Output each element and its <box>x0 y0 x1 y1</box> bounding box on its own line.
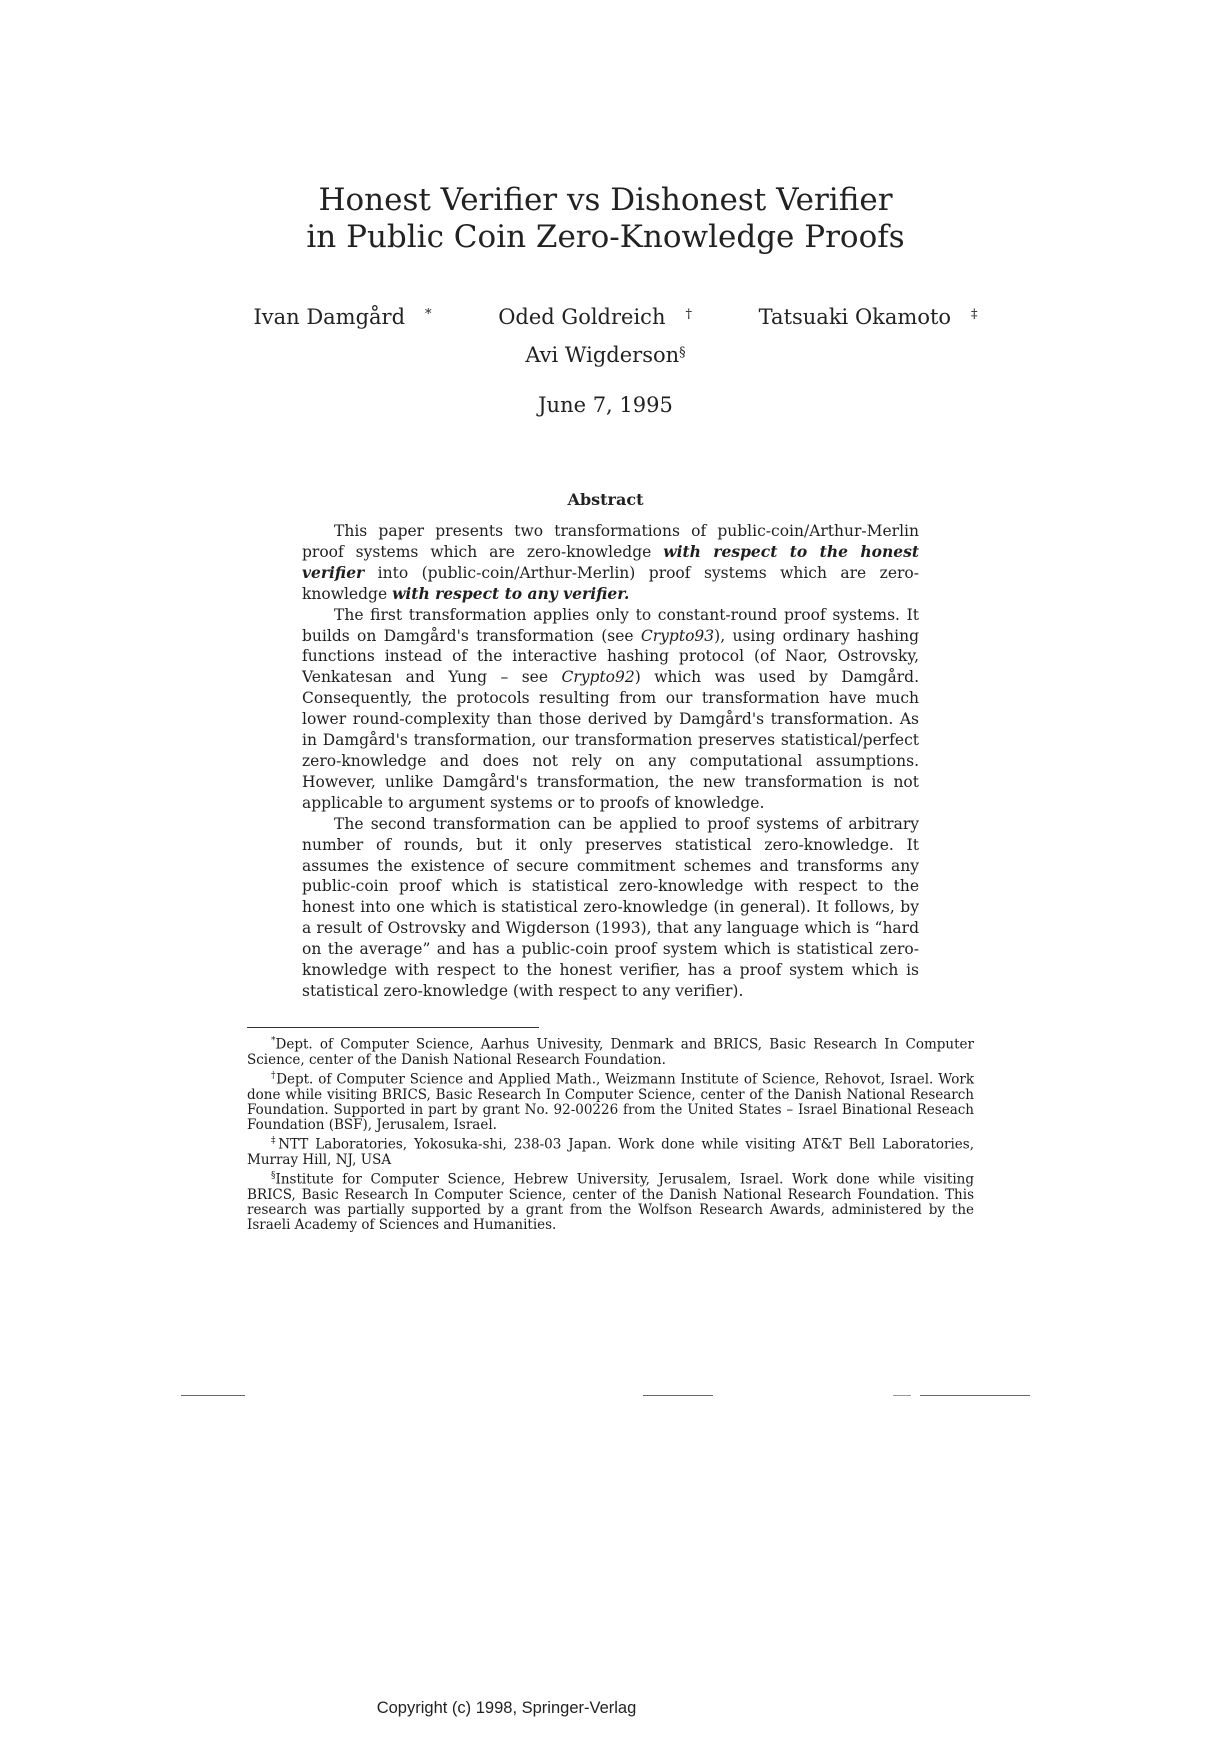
paper-title <box>0 182 1211 256</box>
author-damgard: Ivan Damgård * <box>253 305 432 329</box>
copyright-notice: Copyright (c) 1998, Springer-Verlag <box>376 1699 637 1717</box>
abstract-body <box>302 521 919 1002</box>
abstract-heading: Abstract <box>567 490 644 509</box>
abstract-paragraph-1: This paper presents two transformations of public-coin/Arthur-Merlin proof systems which are zero-knowledge with respect to the honest verifier into (public-coin/Arthur-Merlin) proof systems which are zero-knowledge with respect to any verifier. <box>302 522 919 603</box>
author-goldreich: Oded Goldreich † <box>498 305 692 329</box>
scan-artifact-line <box>920 1395 1030 1396</box>
paper-date: June 7, 1995 <box>538 393 673 417</box>
author-list <box>0 303 1211 369</box>
abstract-paragraph-2: The first transformation applies only to constant-round proof systems. It builds on Damgård's transformation (see Crypto93), using ordinary hashing functions instead of the interactive hashing protocol (of Naor, Ostrovsky, Venkatesan and Yung – see Crypto92) which was used by Damgård. Consequently, the protocols resulting from our transformation have much lower round-complexity than those derived by Damgård's transformation. As in Damgård's transformation, our transformation preserves statistical/perfect zero-knowledge and does not rely on any computational assumptions. However, unlike Damgård's transformation, the new transformation is not applicable to argument systems or to proofs of knowledge. <box>302 605 919 812</box>
author-okamoto: Tatsuaki Okamoto ‡ <box>758 305 978 329</box>
footnote-goldreich: †Dept. of Computer Science and Applied Math., Weizmann Institute of Science, Rehovot, Israel. Work done while visiting BRICS, Basic Research In Computer Science, center of the Danish National Research Foundation. Supported in part by grant No. 92-00226 from the United States – Israel Binational Reseach Foundation (BSF), Jerusalem, Israel. <box>247 1070 974 1134</box>
footnote-damgard: *Dept. of Computer Science, Aarhus Univesity, Denmark and BRICS, Basic Research In Computer Science, center of the Danish National Research Foundation. <box>247 1036 974 1068</box>
footnote-okamoto: ‡NTT Laboratories, Yokosuka-shi, 238-03 Japan. Work done while visiting AT&T Bell Laboratories, Murray Hill, NJ, USA <box>247 1136 974 1168</box>
title-line-1: Honest Verifier vs Dishonest Verifier <box>318 182 893 218</box>
scan-artifact-line <box>643 1395 713 1396</box>
footnote-divider <box>247 1027 539 1028</box>
abstract-paragraph-3: The second transformation can be applied to proof systems of arbitrary number of rounds, but it only preserves statistical zero-knowledge. It assumes the existence of secure commitment schemes and transforms any public-coin proof which is statistical zero-knowledge with respect to the honest into one which is statistical zero-knowledge (in general). It follows, by a result of Ostrovsky and Wigderson (1993), that any language which is “hard on the average” and has a public-coin proof system which is statistical zero-knowledge with respect to the honest verifier, has a proof system which is statistical zero-knowledge (with respect to any verifier). <box>302 814 919 1000</box>
title-line-2: in Public Coin Zero-Knowledge Proofs <box>306 219 905 255</box>
footnotes <box>247 1034 974 1234</box>
scan-artifact-line <box>893 1395 911 1396</box>
footnote-wigderson: §Institute for Computer Science, Hebrew University, Jerusalem, Israel. Work done while visiting BRICS, Basic Research In Computer Science, center of the Danish National Research Foundation. This research was partially supported by a grant from the Wolfson Research Awards, administered by the Israeli Academy of Sciences and Humanities. <box>247 1171 974 1234</box>
author-wigderson: Avi Wigderson§ <box>525 343 686 367</box>
scan-artifact-line <box>181 1395 245 1396</box>
